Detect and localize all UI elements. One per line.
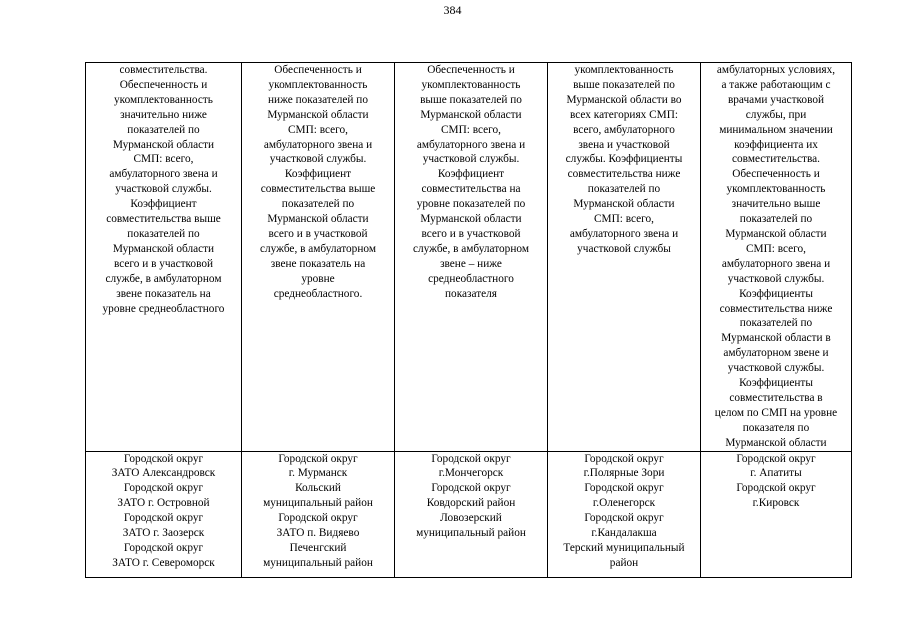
table-cell	[242, 63, 395, 452]
cell-text-line: Городской округ	[278, 452, 358, 465]
cell-text-line: всего и в участковой	[113, 257, 214, 270]
cell-text-line: Городской округ	[736, 452, 816, 465]
cell-text-line: Коэффициент	[437, 168, 505, 181]
cell-text-line: Мурманской области во	[566, 93, 682, 106]
cell-text-line: показателей по	[281, 198, 355, 211]
cell-text-line: среднеобластного	[428, 272, 514, 285]
cell-text-line: Терский муниципальный	[563, 542, 685, 554]
cell-text-line: ЗАТО Александровск	[111, 467, 216, 480]
cell-text-line: Коэффициенты	[739, 377, 813, 390]
cell-text-line: участковой службы	[577, 242, 671, 255]
cell-text-line: амбулаторного звена и	[721, 257, 831, 270]
cell-text-line: показателей по	[127, 123, 200, 136]
cell-text-line: укомплектованность	[268, 78, 368, 91]
cell-text-line: совместительства ниже	[719, 302, 833, 315]
cell-text-line: Городской округ	[278, 512, 358, 525]
cell-text-line: г. Мурманск	[288, 467, 348, 480]
cell-text-line: Городской округ	[431, 482, 511, 495]
cell-text-line: звене показатель на	[270, 257, 366, 270]
cell-text-line: Обеспеченность и	[732, 168, 820, 181]
cell-text-line: Мурманской области	[420, 108, 522, 121]
cell-text-line: г.Мончегорск	[438, 467, 504, 480]
cell-text-line: звена и участковой	[578, 138, 670, 151]
cell-text-line: амбулаторных условиях,	[716, 64, 836, 76]
cell-text-line: показателей по	[739, 317, 813, 330]
cell-text-line: Обеспеченность и	[427, 64, 515, 76]
table-row-territories	[86, 451, 852, 577]
cell-text-line: совместительства ниже	[567, 168, 681, 181]
cell-text-line: уровне	[301, 272, 335, 285]
cell-text-line: Городской округ	[123, 542, 204, 554]
cell-text-line: Мурманской области	[725, 436, 827, 449]
cell-text-line: Городской округ	[431, 452, 511, 465]
cell-text-line: укомплектованность	[421, 78, 521, 91]
cell-text-line: показателей по	[127, 227, 200, 240]
assessment-table	[85, 62, 852, 578]
cell-text-line: муниципальный район	[416, 527, 526, 540]
cell-text-line: Мурманской области	[267, 108, 369, 121]
cell-text-line: ЗАТО г. Североморск	[112, 556, 215, 569]
cell-text-line: г.Оленегорск	[592, 497, 656, 510]
cell-text-line: Ковдорский район	[426, 497, 516, 510]
cell-text-line: всех категориях СМП:	[570, 108, 678, 121]
table-row-assessment	[86, 63, 852, 452]
cell-text-line: Городской округ	[736, 482, 816, 495]
cell-text-line: укомплектованность	[114, 93, 213, 106]
table-cell	[242, 451, 395, 577]
cell-text-line: показателя по	[742, 421, 810, 434]
cell-text-line: Мурманской области	[420, 213, 522, 226]
cell-text-line: Обеспеченность и	[119, 78, 208, 91]
cell-text-line: участковой службы.	[727, 362, 825, 375]
cell-text-line: Городской округ	[123, 452, 204, 465]
cell-text-line: совместительства.	[119, 64, 208, 76]
cell-text-line: Городской округ	[584, 512, 664, 525]
cell-text-line: Печенгский	[289, 542, 347, 554]
cell-text-line: показателей по	[739, 213, 813, 226]
cell-text-line: ЗАТО г. Островной	[117, 497, 210, 510]
cell-text-line: амбулаторного звена и	[109, 168, 218, 181]
cell-text-line: участковой службы.	[115, 183, 212, 196]
cell-text-line: среднеобластного.	[273, 287, 363, 300]
cell-text-line: показателя	[445, 287, 497, 300]
cell-text-line: амбулаторного звена и	[569, 227, 679, 240]
table-cell	[86, 63, 242, 452]
cell-text-line: Мурманской области	[112, 242, 215, 255]
cell-text-line: значительно ниже	[120, 108, 207, 121]
cell-text-line: участковой службы.	[727, 272, 825, 285]
cell-text-line: значительно выше	[731, 198, 821, 211]
cell-text-line: СМП: всего,	[288, 123, 348, 136]
cell-text-line: укомплектованность	[726, 183, 826, 196]
cell-text-line: Мурманской области	[725, 227, 827, 240]
table-cell	[395, 63, 548, 452]
table-cell	[395, 451, 548, 577]
cell-text-line: совместительства в	[729, 391, 823, 404]
cell-text-line: совместительства выше	[106, 213, 221, 226]
cell-text-line: г.Полярные Зори	[583, 467, 665, 480]
cell-text-line: выше показателей по	[573, 78, 675, 91]
cell-text-line: амбулаторного звена и	[416, 138, 526, 151]
cell-text-line: амбулаторного звена и	[263, 138, 373, 151]
cell-text-line: участковой службы.	[422, 153, 520, 166]
cell-text-line: Ловозерский	[440, 512, 502, 525]
cell-text-line: ЗАТО г. Заозерск	[122, 527, 205, 540]
cell-text-line: службы. Коэффициенты	[565, 153, 683, 166]
cell-text-line: амбулаторном звене и	[723, 347, 829, 360]
cell-text-line: укомплектованность	[574, 64, 674, 76]
cell-text-line: целом по СМП на уровне	[714, 406, 838, 419]
cell-text-line: СМП: всего,	[594, 213, 654, 226]
table-cell	[548, 451, 701, 577]
cell-text-line: Мурманской области	[267, 213, 369, 226]
cell-text-line: звене показатель на	[116, 287, 211, 300]
cell-text-line: Коэффициент	[130, 198, 197, 211]
cell-text-line: СМП: всего,	[441, 123, 501, 136]
cell-text-line: Обеспеченность и	[274, 64, 362, 76]
cell-text-line: всего, амбулаторного	[573, 123, 675, 136]
table-cell	[701, 63, 852, 452]
cell-text-line: Городской округ	[123, 482, 204, 495]
cell-text-line: Мурманской области в	[721, 332, 831, 345]
cell-text-line: уровне среднеобластного	[102, 302, 225, 315]
cell-text-line: а также работающим с	[721, 78, 831, 91]
cell-text-line: г. Апатиты	[750, 467, 802, 480]
table-cell	[548, 63, 701, 452]
cell-text-line: Кольский	[295, 482, 341, 495]
cell-text-line: совместительства на	[421, 183, 521, 196]
cell-text-line: выше показателей по	[420, 93, 522, 106]
cell-text-line: всего и в участковой	[421, 227, 521, 240]
cell-text-line: Коэффициент	[284, 168, 352, 181]
cell-text-line: г.Кандалакша	[591, 527, 657, 540]
cell-text-line: Городской округ	[123, 512, 204, 525]
cell-text-line: Городской округ	[584, 482, 664, 495]
cell-text-line: уровне показателей по	[416, 198, 526, 211]
cell-text-line: службе, в амбулаторном	[413, 242, 529, 255]
cell-text-line: коэффициента их	[734, 138, 818, 151]
cell-text-line: Мурманской области	[112, 138, 215, 151]
cell-text-line: службе, в амбулаторном	[105, 272, 222, 285]
cell-text-line: СМП: всего,	[133, 153, 194, 166]
cell-text-line: район	[609, 556, 639, 569]
cell-text-line: участковой службы.	[269, 153, 367, 166]
cell-text-line: службе, в амбулаторном	[260, 242, 376, 255]
cell-text-line: ниже показателей по	[268, 93, 368, 106]
cell-text-line: показателей по	[587, 183, 661, 196]
cell-text-line: службы, при	[745, 108, 807, 121]
cell-text-line: муниципальный район	[263, 556, 373, 569]
cell-text-line: г.Кировск	[752, 497, 800, 510]
cell-text-line: СМП: всего,	[746, 242, 806, 255]
cell-text-line: совместительства.	[732, 153, 820, 166]
cell-text-line: минимальном значении	[719, 123, 833, 136]
cell-text-line: Городской округ	[584, 452, 664, 465]
cell-text-line: Мурманской области	[573, 198, 675, 211]
cell-text-line: звене – ниже	[440, 257, 502, 270]
cell-text-line: муниципальный район	[263, 497, 373, 510]
cell-text-line: Коэффициенты	[739, 287, 813, 300]
table-cell	[86, 451, 242, 577]
cell-text-line: совместительства выше	[260, 183, 376, 196]
cell-text-line: ЗАТО п. Видяево	[276, 527, 360, 540]
cell-text-line: всего и в участковой	[268, 227, 368, 240]
table-cell	[701, 451, 852, 577]
cell-text-line: врачами участковой	[727, 93, 825, 106]
page-number: 384	[443, 3, 462, 17]
